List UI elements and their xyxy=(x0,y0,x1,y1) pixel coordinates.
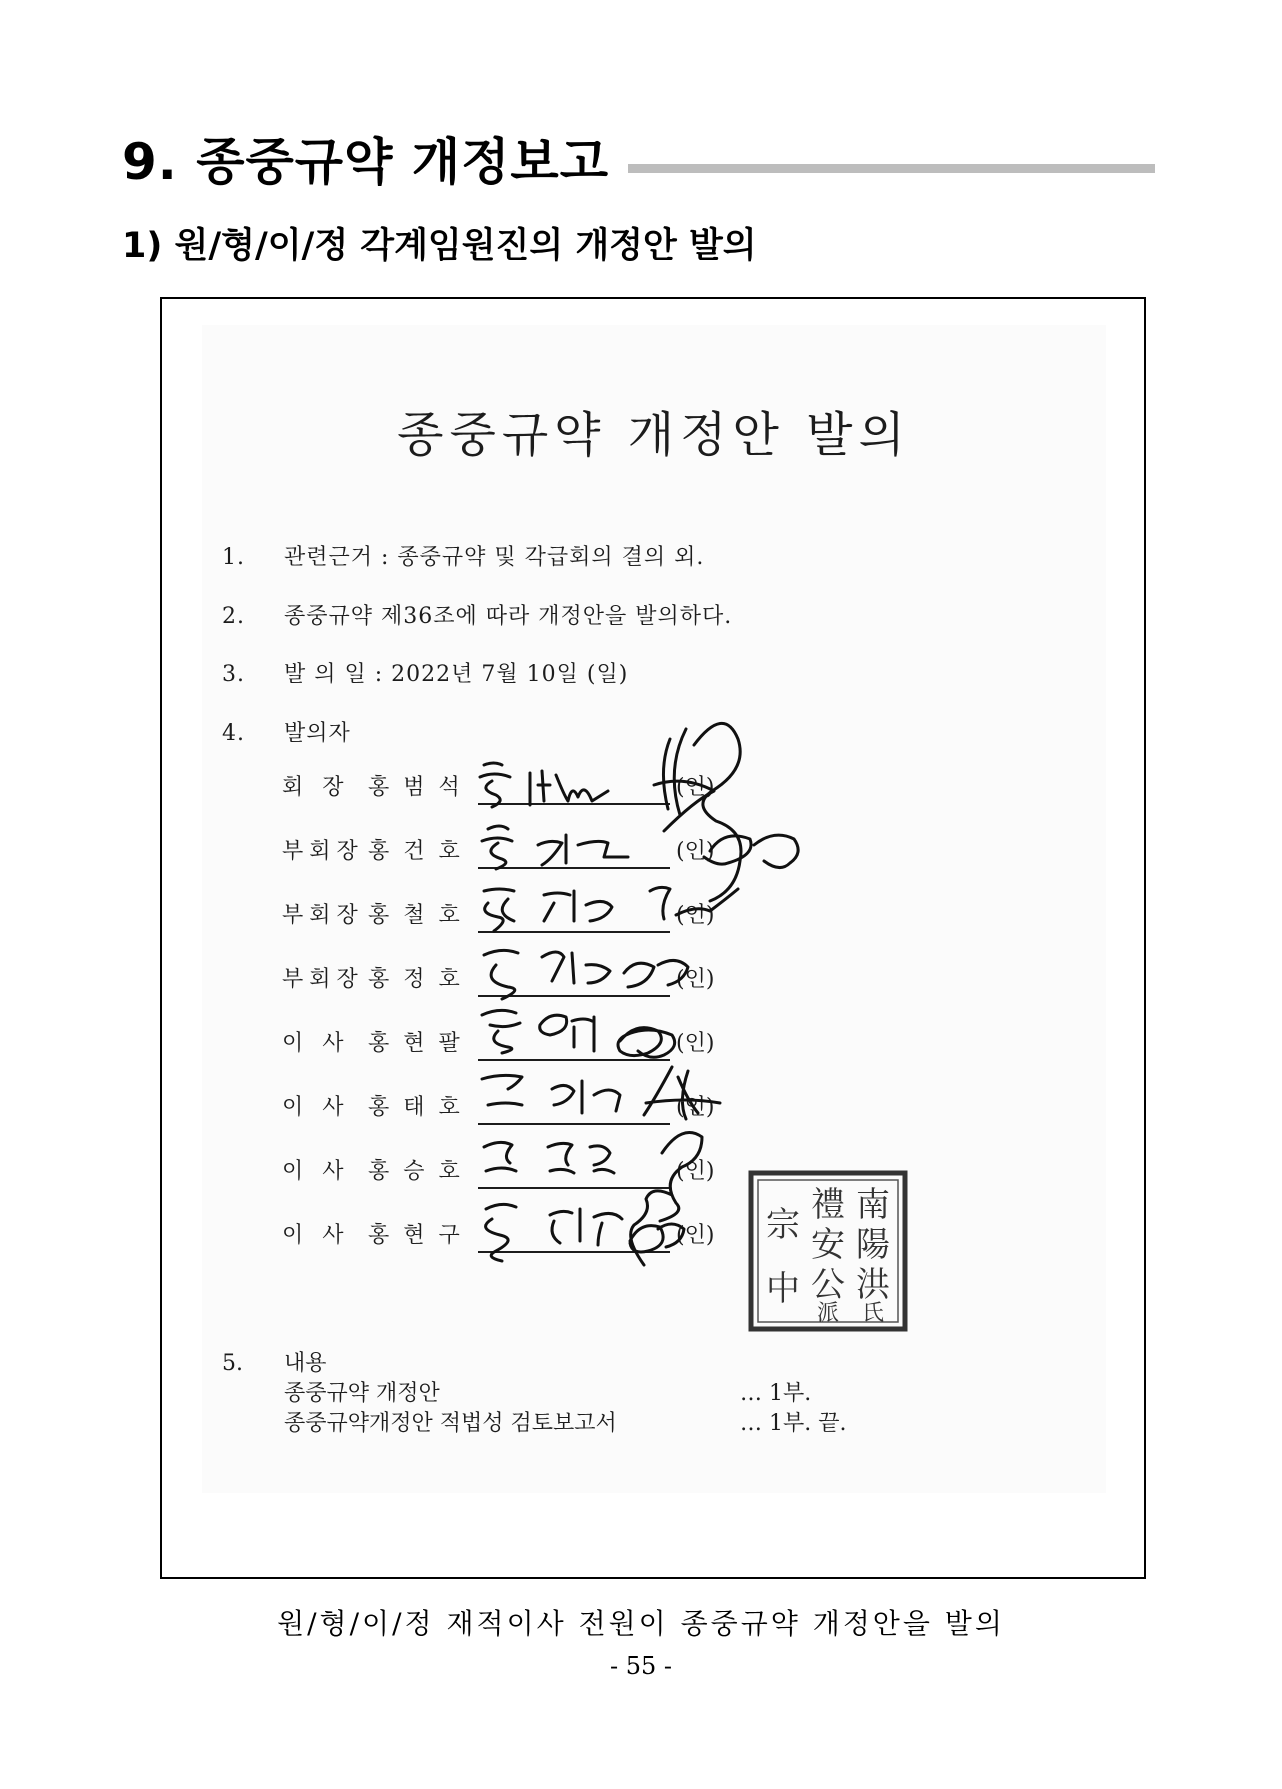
signer-role: 이 사 xyxy=(282,1223,350,1248)
signer-row xyxy=(282,771,714,805)
document-title: 종중규약 개정안 발의 xyxy=(397,407,911,463)
signature-line xyxy=(478,1225,670,1253)
signer-row xyxy=(282,835,714,869)
signer-role: 부회장 xyxy=(282,903,364,928)
item-number: 3. xyxy=(222,662,245,687)
item-number: 4. xyxy=(222,721,245,746)
contents-label: 내용 xyxy=(284,1351,327,1376)
item-number: 1. xyxy=(222,545,245,570)
figure-caption: 원/형/이/정 재적이사 전원이 종중규약 개정안을 발의 xyxy=(277,1607,1005,1640)
signature-line xyxy=(478,1033,670,1061)
item-text: 발 의 일 : 2022년 7월 10일 (일) xyxy=(284,662,629,687)
contents-text: 종중규약 개정안 xyxy=(284,1381,440,1406)
signer-role: 이 사 xyxy=(282,1095,350,1120)
item-number: 5. xyxy=(222,1351,243,1376)
signer-role: 회 장 xyxy=(282,775,350,800)
seal-char: 宗 xyxy=(766,1205,800,1245)
signer-row xyxy=(282,963,714,997)
signer-name: 홍정호 xyxy=(368,967,474,992)
signature-line xyxy=(478,1161,670,1189)
seal-char: 公 xyxy=(811,1265,845,1305)
signer-name: 홍현구 xyxy=(368,1223,474,1248)
clan-seal-stamp xyxy=(748,1170,908,1332)
signer-name: 홍승호 xyxy=(368,1159,474,1184)
section-title: 9. 종중규약 개정보고 xyxy=(122,133,609,191)
title-rule xyxy=(628,164,1155,173)
signer-role: 부회장 xyxy=(282,839,364,864)
signer-role: 이 사 xyxy=(282,1159,350,1184)
seal-char: 南 xyxy=(856,1185,890,1225)
seal-char: 氏 xyxy=(861,1301,885,1326)
item-3 xyxy=(222,660,628,690)
page-number: - 55 - xyxy=(609,1652,672,1680)
signer-role: 이 사 xyxy=(282,1031,350,1056)
seal-mark: (인) xyxy=(676,903,715,928)
signer-name: 홍범석 xyxy=(368,775,474,800)
seal-mark: (인) xyxy=(676,1159,715,1184)
contents-section xyxy=(222,1349,847,1439)
contents-row xyxy=(222,1409,847,1439)
signer-row xyxy=(282,1027,714,1061)
seal-char: 洪 xyxy=(856,1265,890,1305)
contents-header xyxy=(222,1349,327,1379)
document-frame xyxy=(160,297,1146,1579)
signer-name: 홍건호 xyxy=(368,839,474,864)
item-1 xyxy=(222,543,704,573)
signature-line xyxy=(478,905,670,933)
contents-count: … 1부. 끝. xyxy=(740,1411,847,1436)
seal-char: 安 xyxy=(811,1225,845,1265)
seal-mark: (인) xyxy=(676,967,715,992)
seal-mark: (인) xyxy=(676,1031,715,1056)
signer-role: 부회장 xyxy=(282,967,364,992)
item-text: 종중규약 제36조에 따라 개정안을 발의하다. xyxy=(284,604,733,629)
seal-mark: (인) xyxy=(676,1095,715,1120)
contents-row xyxy=(222,1379,812,1409)
signature-line xyxy=(478,969,670,997)
signer-name: 홍철호 xyxy=(368,903,474,928)
seal-mark: (인) xyxy=(676,1223,715,1248)
seal-mark: (인) xyxy=(676,839,715,864)
signer-name: 홍현팔 xyxy=(368,1031,474,1056)
contents-count: … 1부. xyxy=(740,1381,812,1406)
signature-stroke xyxy=(663,723,741,901)
signature-line xyxy=(478,841,670,869)
item-4 xyxy=(222,719,351,749)
seal-char: 陽 xyxy=(856,1225,890,1265)
signature-stroke xyxy=(704,835,798,867)
signer-row xyxy=(282,1155,714,1189)
item-2 xyxy=(222,602,732,632)
item-number: 2. xyxy=(222,604,245,629)
signer-row xyxy=(282,1091,714,1125)
signer-row xyxy=(282,899,714,933)
scanned-document xyxy=(202,325,1106,1493)
subsection-title: 1) 원/형/이/정 각계임원진의 개정안 발의 xyxy=(122,226,757,266)
item-text: 발의자 xyxy=(284,721,351,746)
seal-mark: (인) xyxy=(676,775,715,800)
item-text: 관련근거 : 종중규약 및 각급회의 결의 외. xyxy=(284,545,705,570)
signer-row xyxy=(282,1219,714,1253)
signature-line xyxy=(478,777,670,805)
seal-char: 派 xyxy=(816,1301,840,1326)
signature-line xyxy=(478,1097,670,1125)
signer-name: 홍태호 xyxy=(368,1095,474,1120)
seal-char: 中 xyxy=(766,1269,800,1309)
contents-text: 종중규약개정안 적법성 검토보고서 xyxy=(284,1411,617,1436)
seal-char: 禮 xyxy=(811,1185,845,1225)
